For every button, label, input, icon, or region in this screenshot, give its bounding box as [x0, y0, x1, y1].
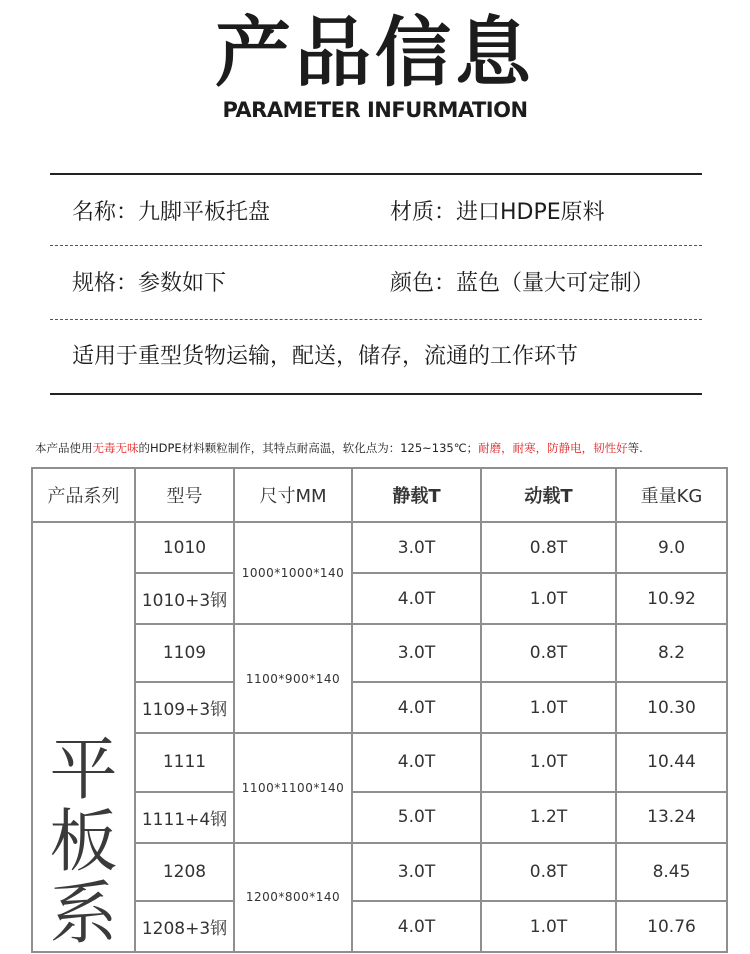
series-char: 平: [49, 731, 118, 810]
weight-cell: 8.45: [616, 843, 727, 901]
dynamic-load-cell: 0.8T: [481, 843, 616, 901]
header-static-load: 静载T: [352, 468, 481, 522]
size-cell: 1200*800*140: [234, 843, 352, 952]
note-highlight-1: 无毒无味: [92, 441, 139, 455]
static-load-cell: 4.0T: [352, 573, 481, 624]
product-note: [35, 438, 735, 458]
size-cell: 1000*1000*140: [234, 522, 352, 624]
header-size: 尺寸MM: [234, 468, 352, 522]
table-row: [32, 901, 727, 952]
weight-cell: 8.2: [616, 624, 727, 682]
size-cell: 1100*1100*140: [234, 733, 352, 842]
divider-top: [50, 173, 702, 175]
model-cell: 1111: [135, 733, 234, 791]
table-row: [32, 682, 727, 733]
series-char: 板: [49, 803, 118, 882]
header-weight: 重量KG: [616, 468, 727, 522]
table-row: [32, 792, 727, 843]
table-row: [32, 843, 727, 901]
info-name: 名称：九脚平板托盘: [72, 200, 271, 225]
header-dynamic-load: 动载T: [481, 468, 616, 522]
dynamic-load-cell: 1.0T: [481, 573, 616, 624]
static-load-cell: 4.0T: [352, 733, 481, 791]
table-row: [32, 624, 727, 682]
note-text-3: 等.: [627, 441, 643, 455]
static-load-cell: 4.0T: [352, 682, 481, 733]
divider-bottom: [50, 393, 702, 395]
dynamic-load-cell: 0.8T: [481, 624, 616, 682]
model-cell: 1010+3钢: [135, 573, 234, 624]
dynamic-load-cell: 1.0T: [481, 682, 616, 733]
page-subtitle: PARAMETER INFURMATION: [222, 98, 528, 122]
model-cell: 1208+3钢: [135, 901, 234, 952]
dynamic-load-cell: 0.8T: [481, 522, 616, 573]
model-cell: 1010: [135, 522, 234, 573]
note-highlight-2: 耐磨，耐寒，防静电，韧性好: [478, 441, 628, 455]
static-load-cell: 3.0T: [352, 624, 481, 682]
static-load-cell: 3.0T: [352, 522, 481, 573]
table-header-row: [32, 468, 727, 522]
static-load-cell: 3.0T: [352, 843, 481, 901]
dynamic-load-cell: 1.0T: [481, 733, 616, 791]
spec-table: [31, 467, 728, 953]
static-load-cell: 4.0T: [352, 901, 481, 952]
series-char: 系: [49, 875, 118, 954]
static-load-cell: 5.0T: [352, 792, 481, 843]
model-cell: 1109+3钢: [135, 682, 234, 733]
table-row: [32, 573, 727, 624]
table-row: [32, 733, 727, 791]
weight-cell: 9.0: [616, 522, 727, 573]
header-model: 型号: [135, 468, 234, 522]
weight-cell: 10.30: [616, 682, 727, 733]
divider-dashed-1: [50, 245, 702, 246]
weight-cell: 10.44: [616, 733, 727, 791]
dynamic-load-cell: 1.0T: [481, 901, 616, 952]
model-cell: 1109: [135, 624, 234, 682]
divider-dashed-2: [50, 319, 702, 320]
page-title: 产品信息: [215, 8, 535, 97]
note-text-1: 本产品使用: [35, 441, 93, 455]
header-series: 产品系列: [32, 468, 135, 522]
weight-cell: 13.24: [616, 792, 727, 843]
series-cell: [32, 522, 135, 952]
model-cell: 1208: [135, 843, 234, 901]
weight-cell: 10.76: [616, 901, 727, 952]
model-cell: 1111+4钢: [135, 792, 234, 843]
info-color: 颜色：蓝色（量大可定制）: [390, 271, 655, 296]
info-spec: 规格：参数如下: [72, 271, 227, 296]
info-usage: 适用于重型货物运输，配送，储存，流通的工作环节: [72, 344, 579, 369]
size-cell: 1100*900*140: [234, 624, 352, 733]
weight-cell: 10.92: [616, 573, 727, 624]
dynamic-load-cell: 1.2T: [481, 792, 616, 843]
info-material: 材质：进口HDPE原料: [390, 200, 605, 225]
note-text-2: 的HDPE材料颗粒制作，其特点耐高温，软化点为：125~135℃；: [138, 441, 479, 455]
table-row: [32, 522, 727, 573]
